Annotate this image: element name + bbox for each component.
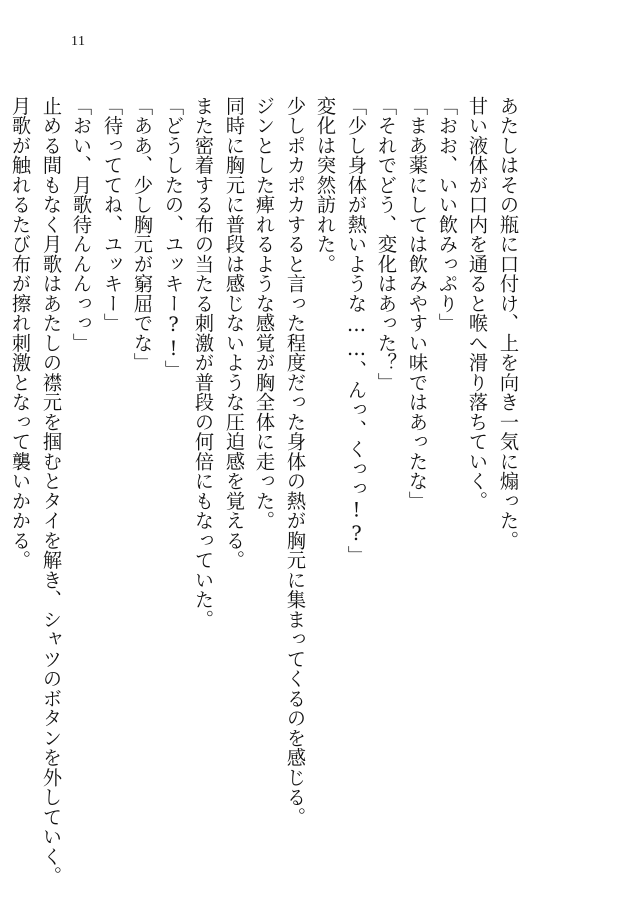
page-number: 11	[71, 34, 86, 49]
text-line-11: また密着する布の当たる刺激が普段の何倍にもなっていた。	[192, 96, 215, 630]
text-line-10: 同時に胸元に普段は感じないような圧迫感を覚える。	[223, 96, 246, 570]
text-line-3: 「おお、いい飲みっぷり」	[436, 96, 459, 333]
text-line-15: 「おい、月歌待んんんっっ」	[70, 96, 93, 353]
text-line-8: 少しポカポカすると言った程度だった身体の熱が胸元に集まってくるのを感じる。	[284, 96, 307, 827]
text-line-2: 甘い液体が口内を通ると喉へ滑り落ちていく。	[466, 96, 489, 511]
text-line-7: 変化は突然訪れた。	[314, 96, 337, 274]
text-line-13: 「ああ、少し胸元が窮屈でな」	[131, 96, 154, 373]
text-line-16: 止める間もなく月歌はあたしの襟元を掴むとタイを解き、シャツのボタンを外していく。	[40, 96, 63, 886]
text-line-17: 月歌が触れるたび布が擦れ刺激となって襲いかかる。	[9, 96, 32, 570]
text-line-12: 「どうしたの、ユッキー?!」	[162, 96, 185, 381]
text-line-1: あたしはその瓶に口付け、上を向き一気に煽った。	[497, 96, 520, 551]
text-line-6: 「少し身体が熱いような……、んっ、くっっ!?」	[345, 96, 368, 566]
text-line-9: ジンとした痺れるような感覚が胸全体に走った。	[253, 96, 276, 531]
text-line-14: 「待っててね、ユッキー」	[101, 96, 124, 333]
text-line-5: 「それでどう、変化はあった？」	[375, 96, 398, 393]
text-line-4: 「まあ薬にしては飲みやすい味ではあったな」	[406, 96, 429, 511]
